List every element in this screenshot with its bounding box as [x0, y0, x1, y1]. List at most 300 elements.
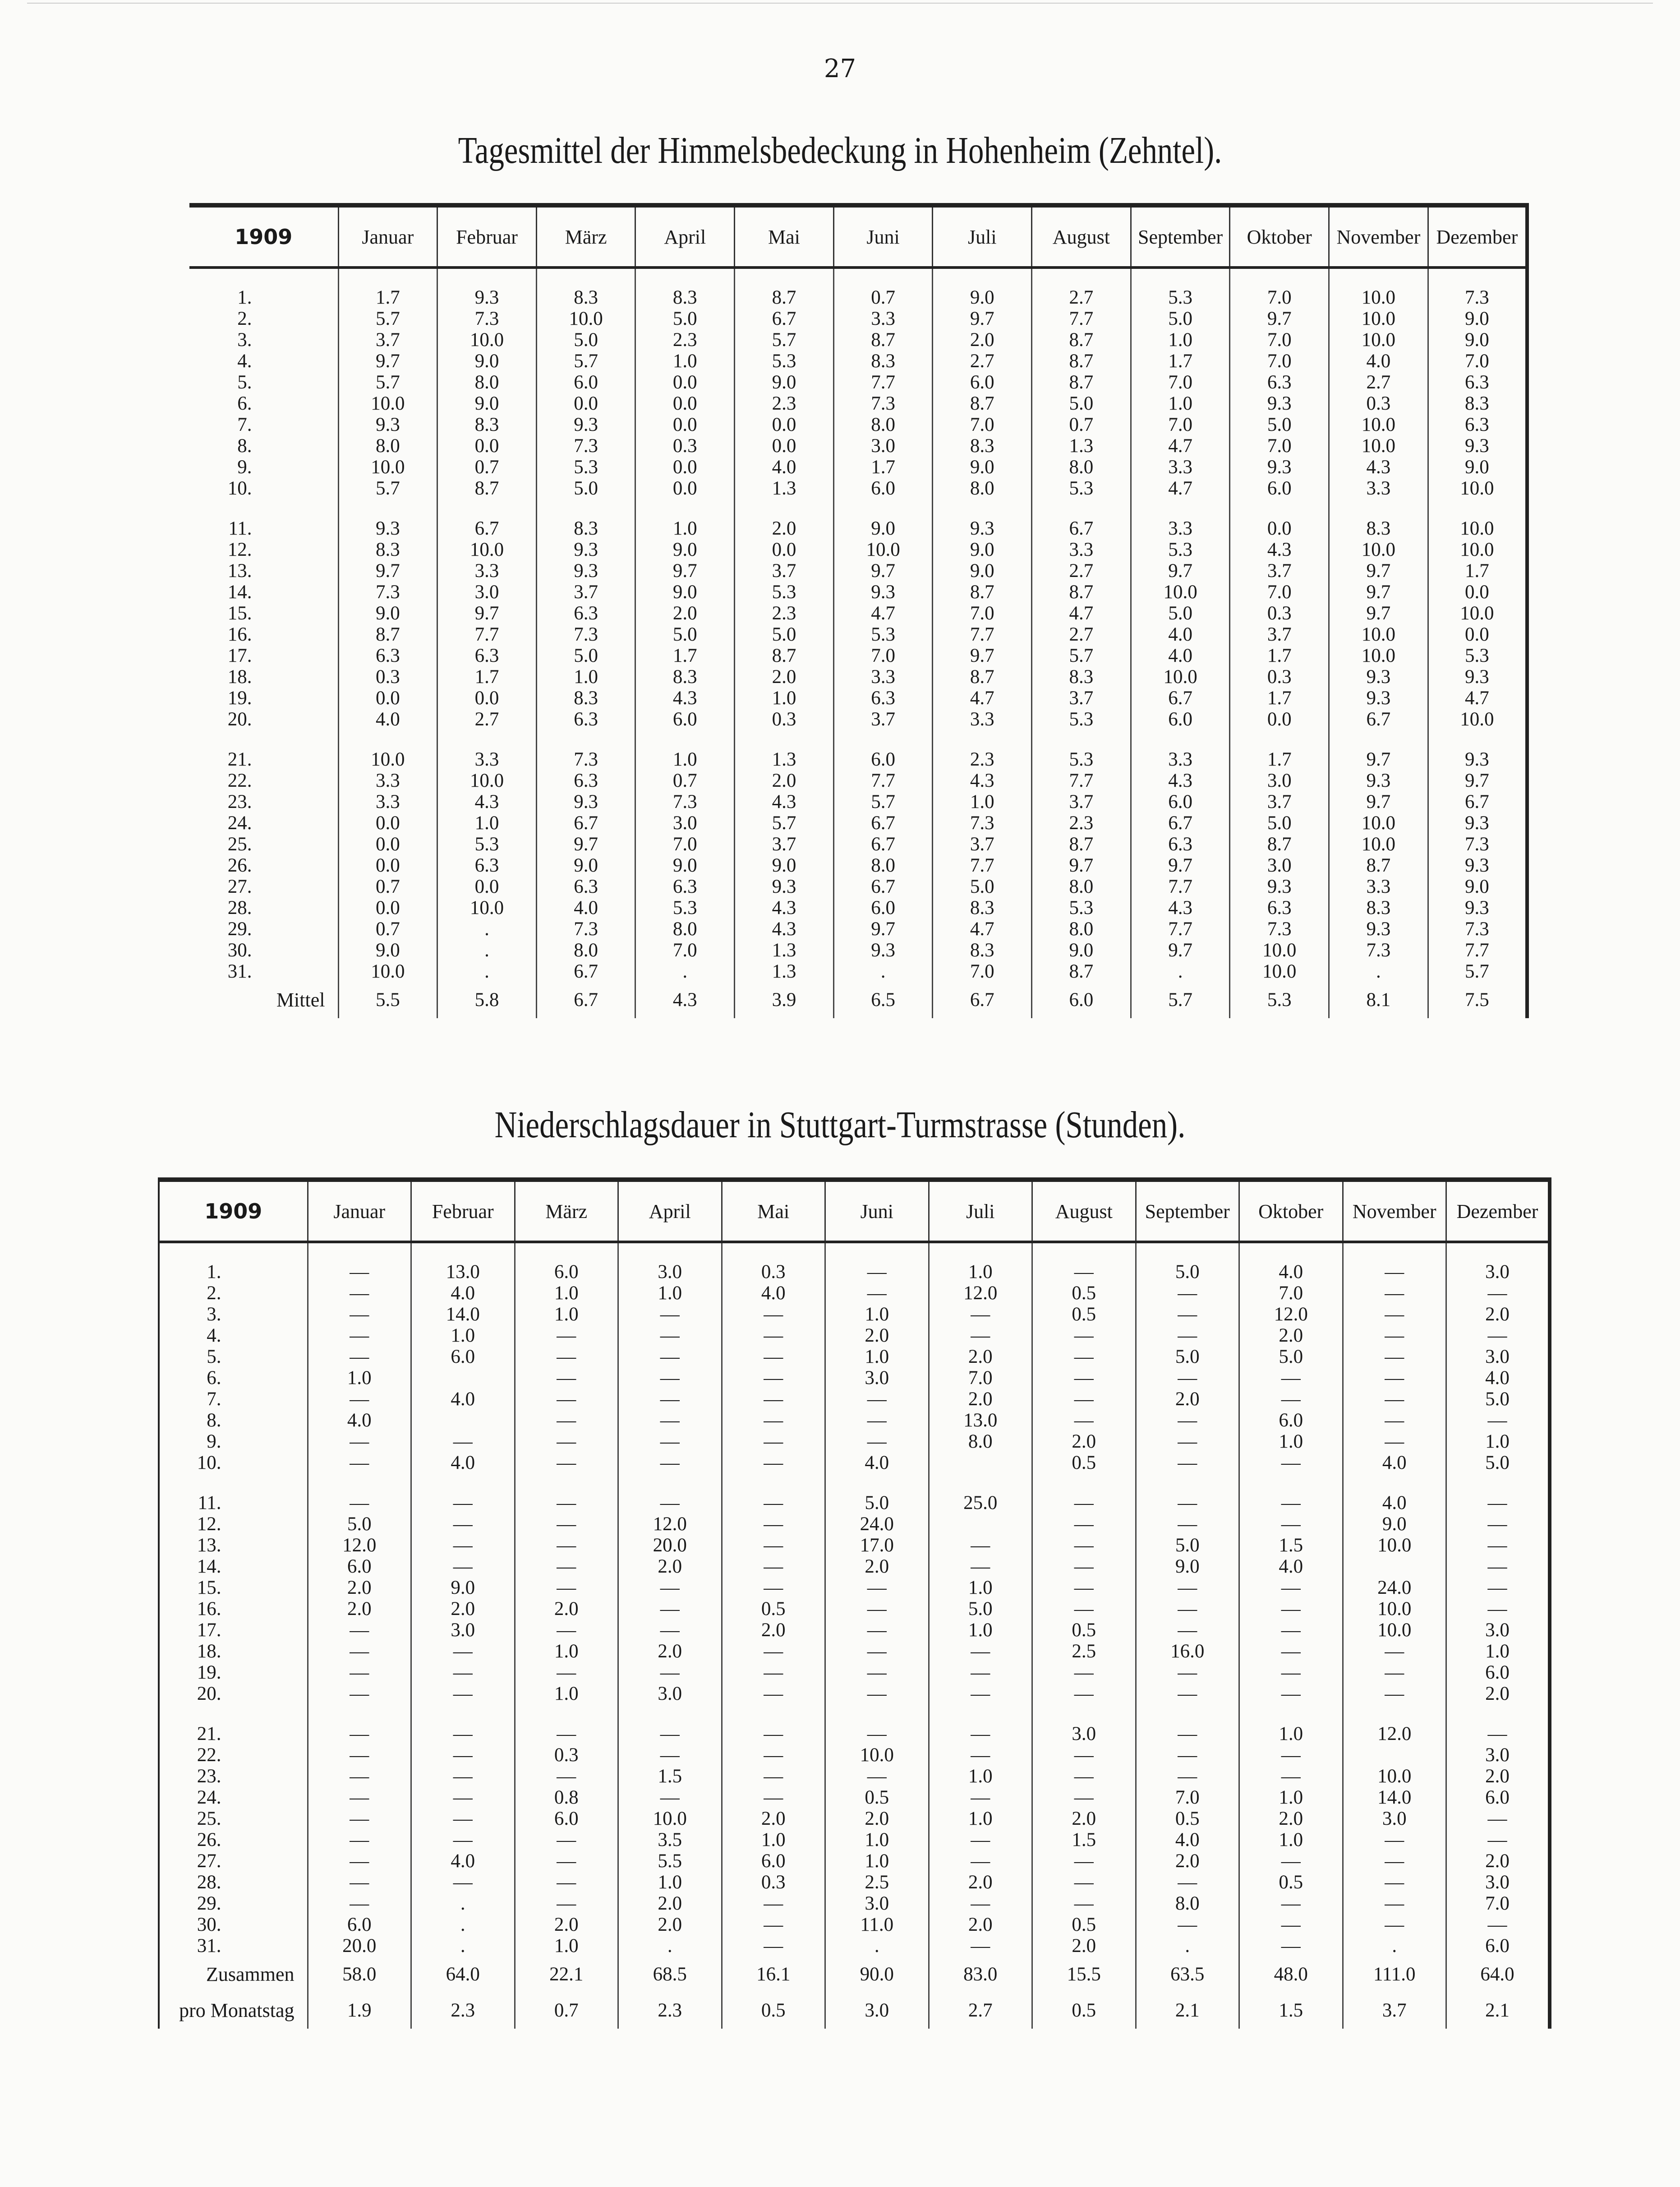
table-cell: 10.0 [338, 730, 437, 770]
table-cell: 9.0 [1428, 329, 1527, 351]
table-cell: — [1446, 1598, 1550, 1619]
table-cell: — [929, 1535, 1032, 1556]
table-cell: 0.7 [437, 457, 537, 478]
table-cell: 10.0 [1428, 499, 1527, 539]
table-cell: 9.3 [1329, 687, 1428, 709]
table-row [189, 624, 1527, 645]
table-cell: 10.0 [1329, 539, 1428, 560]
table-cell: 8.7 [1032, 834, 1131, 855]
table-cell: 9.0 [735, 855, 834, 876]
table-cell: 6.7 [1032, 499, 1131, 539]
table-cell: — [1446, 1914, 1550, 1935]
day-label: 3. [237, 329, 252, 351]
table-cell: 8.0 [1032, 457, 1131, 478]
table-cell: 5.3 [1032, 709, 1131, 730]
table-cell: 10.0 [1343, 1598, 1446, 1619]
table-cell: — [1136, 1367, 1239, 1389]
table-cell: 2.0 [929, 1389, 1032, 1410]
table-cell: 5.5 [618, 1850, 722, 1872]
pro-monatstag-row-cell: 0.5 [722, 1993, 825, 2029]
table-cell: 8.3 [1032, 666, 1131, 687]
day-label: 4. [237, 351, 252, 372]
table-cell: — [1032, 1346, 1136, 1367]
table-cell: 1.0 [825, 1346, 929, 1367]
table-row [189, 709, 1527, 730]
table-cell: — [1343, 1346, 1446, 1367]
table-cell: 7.7 [833, 372, 933, 393]
table-cell: 4.3 [735, 918, 834, 940]
table-cell: 8.3 [1428, 393, 1527, 414]
table-cell: — [722, 1744, 825, 1766]
table-cell: 9.7 [635, 560, 735, 581]
table-cell: 4.0 [308, 1410, 411, 1431]
table-cell: — [825, 1283, 929, 1304]
table-cell: . [1136, 1935, 1239, 1956]
table-cell: — [1032, 1367, 1136, 1389]
table-cell: 2.0 [618, 1641, 722, 1662]
table-cell: 0.5 [1136, 1808, 1239, 1829]
day-label: 25. [227, 834, 252, 855]
table-cell: 8.7 [1230, 834, 1329, 855]
table-cell: 8.3 [1329, 499, 1428, 539]
table-cell: — [1032, 1893, 1136, 1914]
table-cell: 5.3 [1131, 268, 1230, 308]
table-cell: 5.0 [536, 645, 635, 666]
table-row [189, 372, 1527, 393]
table-cell: 7.0 [1136, 1787, 1239, 1808]
day-label: 15. [227, 603, 252, 624]
table-cell: . [833, 961, 933, 982]
table-cell: — [1136, 1513, 1239, 1535]
table-cell: — [722, 1452, 825, 1473]
day-label: 18. [197, 1641, 221, 1662]
table-cell: 5.0 [1446, 1452, 1550, 1473]
table-cell: — [1136, 1662, 1239, 1683]
table-cell: 6.0 [1131, 709, 1230, 730]
table-cell: 6.3 [338, 645, 437, 666]
table-cell: 3.0 [1446, 1619, 1550, 1641]
table-cell: 2.0 [1239, 1808, 1343, 1829]
day-label: 28. [197, 1872, 221, 1893]
day-label: 15. [197, 1577, 221, 1598]
table-row [159, 1872, 1550, 1893]
table-cell: — [1136, 1473, 1239, 1513]
table-cell: 1.0 [536, 666, 635, 687]
table-cell: 10.0 [833, 539, 933, 560]
table-cell: — [1032, 1872, 1136, 1893]
table-cell: 7.0 [635, 940, 735, 961]
table-row [159, 1389, 1550, 1410]
table-cell: 0.3 [1329, 393, 1428, 414]
table-cell: 5.0 [536, 478, 635, 499]
table-cell: 1.3 [735, 961, 834, 982]
table-cell: 7.0 [929, 1367, 1032, 1389]
month-header: Juni [833, 205, 933, 268]
table-row [159, 1850, 1550, 1872]
table-cell: 1.0 [722, 1829, 825, 1850]
table-cell: 8.3 [536, 499, 635, 539]
day-label: 25. [197, 1808, 221, 1829]
table-cell: — [308, 1346, 411, 1367]
table-cell: 14.0 [1343, 1787, 1446, 1808]
table-cell: 7.3 [1329, 940, 1428, 961]
table-cell: 6.0 [308, 1556, 411, 1577]
table-cell: 7.3 [437, 308, 537, 329]
table-cell: 20.0 [308, 1935, 411, 1956]
table-cell: 8.3 [933, 940, 1032, 961]
table-cell: — [1136, 1914, 1239, 1935]
table-cell: — [411, 1641, 515, 1662]
table-cell: 1.0 [933, 791, 1032, 812]
table-cell: — [1343, 1850, 1446, 1872]
table-cell: — [1032, 1325, 1136, 1346]
table-cell: 5.3 [1032, 478, 1131, 499]
table-cell: 10.0 [437, 539, 537, 560]
table-cell: 6.3 [1230, 897, 1329, 918]
table-cell: 8.0 [833, 414, 933, 435]
table-cell: — [825, 1641, 929, 1662]
table-cell: 9.3 [1329, 770, 1428, 791]
table-cell: 7.0 [933, 961, 1032, 982]
table-cell: 2.0 [722, 1619, 825, 1641]
table2-header-row [159, 1180, 1550, 1242]
table-cell: 4.0 [722, 1283, 825, 1304]
table-cell: 3.0 [618, 1683, 722, 1704]
table-cell: 0.0 [735, 435, 834, 457]
table-cell: — [308, 1829, 411, 1850]
table-cell: 6.3 [536, 709, 635, 730]
table-cell: 6.0 [308, 1914, 411, 1935]
table-cell: 2.3 [735, 393, 834, 414]
table-cell: 5.3 [635, 897, 735, 918]
table-row [159, 1662, 1550, 1683]
table-cell [1343, 1744, 1446, 1766]
table-cell: 1.0 [515, 1283, 618, 1304]
table-row [159, 1766, 1550, 1787]
table-cell: 7.3 [536, 918, 635, 940]
table-cell: . [411, 1935, 515, 1956]
table-cell: 3.7 [338, 329, 437, 351]
table-cell: 6.0 [1230, 478, 1329, 499]
table-cell: 0.0 [338, 687, 437, 709]
day-label: 1. [207, 1261, 221, 1283]
table-cell: — [308, 1242, 411, 1283]
table-cell: — [929, 1704, 1032, 1744]
table-cell: 0.0 [635, 478, 735, 499]
table-cell: — [308, 1641, 411, 1662]
table-cell: 5.0 [635, 308, 735, 329]
table-cell: 9.0 [833, 499, 933, 539]
month-header: Oktober [1230, 205, 1329, 268]
mittel-row-cell: 7.5 [1428, 982, 1527, 1018]
table-cell: — [825, 1242, 929, 1283]
table-cell: — [1343, 1367, 1446, 1389]
table-cell: 9.7 [1032, 855, 1131, 876]
table-cell: 1.0 [618, 1283, 722, 1304]
zusammen-row-cell: 64.0 [1446, 1956, 1550, 1993]
table-cell: 3.3 [1329, 478, 1428, 499]
day-label: 10. [227, 478, 252, 499]
day-label: 2. [237, 308, 252, 329]
table-cell: 8.3 [635, 268, 735, 308]
table-cell: 9.3 [1428, 730, 1527, 770]
table-cell: 9.0 [338, 940, 437, 961]
table-cell: — [411, 1744, 515, 1766]
table-cell: 8.3 [338, 539, 437, 560]
table-cell: 1.7 [635, 645, 735, 666]
table-cell: 7.3 [1428, 268, 1527, 308]
table-cell: 0.3 [515, 1744, 618, 1766]
table-cell: 10.0 [1329, 329, 1428, 351]
table1-year: 1909 [235, 225, 293, 249]
month-header: November [1329, 205, 1428, 268]
table-cell: 2.0 [722, 1808, 825, 1829]
pro-monatstag-row-cell: 3.7 [1343, 1993, 1446, 2029]
table-cell: 9.0 [437, 393, 537, 414]
table-cell: 3.5 [618, 1829, 722, 1850]
table-cell: 9.0 [1428, 457, 1527, 478]
table-cell: 2.0 [1446, 1766, 1550, 1787]
table-cell: 8.7 [1329, 855, 1428, 876]
table-cell: — [1239, 1766, 1343, 1787]
table-cell: 4.3 [735, 897, 834, 918]
table-cell: 0.0 [635, 393, 735, 414]
table-cell: — [1239, 1935, 1343, 1956]
table-cell: 8.3 [1329, 897, 1428, 918]
table-cell: 6.0 [833, 730, 933, 770]
table-cell: 0.0 [1230, 709, 1329, 730]
table-cell: 7.0 [1239, 1283, 1343, 1304]
table-row [189, 940, 1527, 961]
table-cell: 9.3 [536, 560, 635, 581]
month-header: Dezember [1428, 205, 1527, 268]
day-label: 4. [207, 1325, 221, 1346]
mittel-row [189, 982, 1527, 1018]
table-cell: 24.0 [825, 1513, 929, 1535]
table-row [159, 1914, 1550, 1935]
table-cell: 8.3 [635, 666, 735, 687]
mittel-row-cell: 6.7 [536, 982, 635, 1018]
table-cell: — [722, 1893, 825, 1914]
table-cell: — [1239, 1619, 1343, 1641]
table-cell: — [825, 1389, 929, 1410]
zusammen-row-cell: 83.0 [929, 1956, 1032, 1993]
day-label: 21. [227, 749, 252, 770]
table-cell: 10.0 [437, 770, 537, 791]
table-row [189, 855, 1527, 876]
table-cell: — [1032, 1598, 1136, 1619]
table-cell: 0.3 [722, 1242, 825, 1283]
table-cell: 7.3 [1428, 918, 1527, 940]
table-cell: — [515, 1535, 618, 1556]
month-header: Juli [929, 1180, 1032, 1242]
table-cell: — [1343, 1662, 1446, 1683]
month-header: Februar [437, 205, 537, 268]
day-label: 7. [237, 414, 252, 435]
table-cell: 5.0 [1131, 308, 1230, 329]
table-cell: 7.3 [1230, 918, 1329, 940]
table-cell: 1.0 [1239, 1431, 1343, 1452]
table-cell: — [618, 1346, 722, 1367]
table-row [159, 1556, 1550, 1577]
month-header: Juni [825, 1180, 929, 1242]
table-cell: 8.7 [833, 329, 933, 351]
table-cell: 1.0 [635, 499, 735, 539]
table-cell: 2.0 [635, 603, 735, 624]
table-cell: — [1239, 1473, 1343, 1513]
table-cell: — [618, 1787, 722, 1808]
table-cell: 1.0 [825, 1829, 929, 1850]
zusammen-row-cell: 64.0 [411, 1956, 515, 1993]
table-cell: 2.5 [1032, 1641, 1136, 1662]
table-cell [411, 1410, 515, 1431]
table-cell: 8.7 [437, 478, 537, 499]
table-row [189, 812, 1527, 834]
table-cell: 3.0 [825, 1367, 929, 1389]
table-cell: 6.0 [833, 897, 933, 918]
day-label: 24. [197, 1787, 221, 1808]
table-cell: 2.7 [437, 709, 537, 730]
table-cell: 2.0 [735, 499, 834, 539]
table-cell: 0.0 [536, 393, 635, 414]
table-cell: . [1329, 961, 1428, 982]
table-cell: — [515, 1431, 618, 1452]
month-header: November [1343, 1180, 1446, 1242]
table-cell: 3.3 [338, 791, 437, 812]
pro-monatstag-row-cell: 0.5 [1032, 1993, 1136, 2029]
table-cell: 4.0 [1329, 351, 1428, 372]
table-cell: — [1136, 1304, 1239, 1325]
table-cell: — [1032, 1556, 1136, 1577]
table-cell: 1.0 [735, 687, 834, 709]
table-cell: 2.0 [1032, 1808, 1136, 1829]
table-cell: 3.7 [735, 834, 834, 855]
day-label: 19. [197, 1662, 221, 1683]
table-cell: 7.7 [933, 624, 1032, 645]
table-cell: 0.0 [338, 855, 437, 876]
table-cell: 8.7 [1032, 351, 1131, 372]
table-cell: — [411, 1431, 515, 1452]
table-cell: 1.0 [1446, 1431, 1550, 1452]
table-row [189, 961, 1527, 982]
table-row [159, 1410, 1550, 1431]
table-cell: 3.0 [635, 812, 735, 834]
table-cell: 10.0 [1343, 1535, 1446, 1556]
table-cell: 3.0 [1446, 1744, 1550, 1766]
table-cell [1343, 1556, 1446, 1577]
table-cell: 8.7 [338, 624, 437, 645]
table-cell: — [1446, 1829, 1550, 1850]
table-cell: 7.7 [1032, 308, 1131, 329]
table-cell: — [825, 1410, 929, 1431]
table-cell: — [515, 1829, 618, 1850]
table-cell: 2.0 [1136, 1850, 1239, 1872]
table-cell: 17.0 [825, 1535, 929, 1556]
table-cell: 5.7 [338, 478, 437, 499]
month-header: April [618, 1180, 722, 1242]
table-cell: 2.0 [618, 1556, 722, 1577]
table-cell: 6.3 [1131, 834, 1230, 855]
table-cell: — [411, 1704, 515, 1744]
table-cell: 7.0 [1230, 351, 1329, 372]
table-cell: 1.0 [825, 1850, 929, 1872]
table-cell: 0.0 [735, 539, 834, 560]
table-cell: — [1032, 1787, 1136, 1808]
table-cell: 3.0 [1446, 1242, 1550, 1283]
table-cell: — [722, 1914, 825, 1935]
table-cell: . [437, 940, 537, 961]
zusammen-row-cell: 111.0 [1343, 1956, 1446, 1993]
table-cell: 5.3 [833, 624, 933, 645]
table-cell: — [1343, 1283, 1446, 1304]
day-label: 5. [207, 1346, 221, 1367]
table-cell: 7.0 [1131, 372, 1230, 393]
table-cell: 2.0 [735, 770, 834, 791]
table-cell: 6.7 [1131, 812, 1230, 834]
table-cell: 8.0 [933, 478, 1032, 499]
table-cell: 9.3 [536, 539, 635, 560]
table-cell: 0.5 [1032, 1914, 1136, 1935]
table-cell: 9.7 [1131, 560, 1230, 581]
table-cell: 9.7 [1329, 560, 1428, 581]
table-cell: 2.0 [618, 1914, 722, 1935]
table-cell: 5.0 [1136, 1346, 1239, 1367]
table-cell: — [929, 1850, 1032, 1872]
table-cell: — [618, 1619, 722, 1641]
table-cell: 3.0 [1343, 1808, 1446, 1829]
table-cell: — [618, 1704, 722, 1744]
day-label: 31. [227, 961, 252, 982]
table-cell: 6.3 [1428, 372, 1527, 393]
table-cell: 2.0 [1446, 1304, 1550, 1325]
month-header: September [1131, 205, 1230, 268]
table-cell: 10.0 [338, 961, 437, 982]
table-cell: — [1239, 1389, 1343, 1410]
table-cell: . [411, 1914, 515, 1935]
month-header: Dezember [1446, 1180, 1550, 1242]
month-header: März [515, 1180, 618, 1242]
table-cell: 7.7 [437, 624, 537, 645]
table-cell: 9.3 [1428, 897, 1527, 918]
table-row [189, 478, 1527, 499]
table-cell: 4.7 [1131, 435, 1230, 457]
table-cell: 7.7 [933, 855, 1032, 876]
table-cell: 5.0 [929, 1598, 1032, 1619]
table-cell: 2.0 [1239, 1325, 1343, 1346]
table-cell: 5.0 [1239, 1346, 1343, 1367]
table-cell: 4.0 [1239, 1556, 1343, 1577]
table-cell: 2.0 [929, 1914, 1032, 1935]
month-header: Januar [338, 205, 437, 268]
table-cell: — [1136, 1704, 1239, 1744]
table-cell: 2.0 [825, 1325, 929, 1346]
table-cell: 9.7 [437, 603, 537, 624]
table-cell: — [1032, 1577, 1136, 1598]
day-label: 21. [197, 1723, 221, 1744]
table-cell: 3.3 [437, 560, 537, 581]
table-cell: — [722, 1935, 825, 1956]
table-cell: 7.3 [833, 393, 933, 414]
table-cell: 8.0 [1032, 918, 1131, 940]
table-cell: 6.0 [635, 709, 735, 730]
table-row [159, 1787, 1550, 1808]
table-cell: 8.3 [536, 268, 635, 308]
table-cell: — [1343, 1389, 1446, 1410]
table-cell: 2.0 [515, 1598, 618, 1619]
table-cell: 13.0 [929, 1410, 1032, 1431]
table-cell: 3.0 [1230, 855, 1329, 876]
table-cell: — [1136, 1577, 1239, 1598]
